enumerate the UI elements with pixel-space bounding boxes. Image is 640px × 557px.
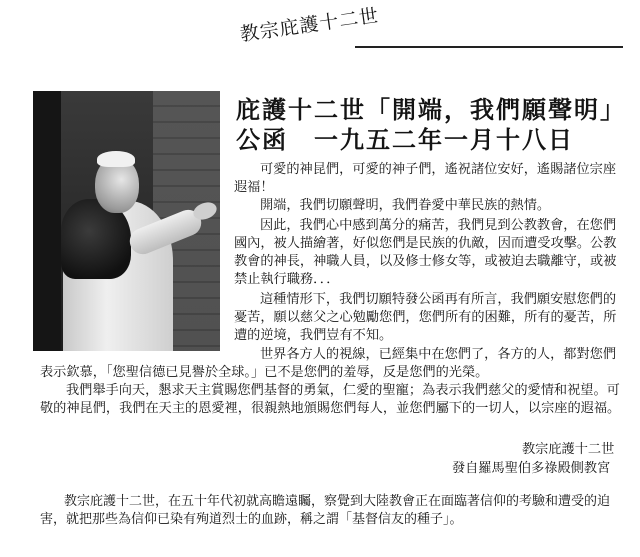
letter-paragraph: 世界各方人的視線，已經集中在您們了，各方的人，都對您們表示欽慕，「您聖信德已見譽於全球。」已不是您們的羞辱，反是您們的光榮。 — [40, 347, 617, 380]
header-rule — [355, 46, 623, 48]
signature-place: 發自羅馬聖伯多祿殿側教宮 — [452, 461, 611, 476]
letter-paragraph: 開端，我們切願聲明，我們眷愛中華民族的熱情。 — [260, 198, 551, 213]
signature-name: 教宗庇護十二世 — [522, 442, 615, 457]
letter-paragraph: 這種情形下，我們切願特發公函再有所言，我們願安慰您們的憂苦，願以慈父之心勉勵您們，您們所有的困難，所有的憂苦，所遭的逆境，我們豈有不知。 — [234, 292, 617, 343]
photo-wall — [33, 91, 61, 351]
letter-paragraph: 因此，我們心中感到萬分的痛苦，我們見到公教教會，在您們國內，被人描繪著，好似您們是民族的仇敵，因而遭受攻擊。公教教會的神長，神職人員，以及修士修女等，或被迫去職離守，或被禁止執行職務．．． — [234, 218, 617, 287]
header-title: 教宗庇護十二世 — [238, 4, 381, 46]
letter-paragraph: 可愛的神昆們，可愛的神子們，遙祝諸位安好，遙賜諸位宗座遐福！ — [234, 162, 617, 195]
letter-paragraph: 我們舉手向天，懇求天主賞賜您們基督的勇氣，仁愛的聖寵；為表示我們慈父的愛情和祝望。可敬的神昆們，我們在天主的恩愛裡，很親熱地頒賜您們每人，並您們屬下的一切人，以宗座的遐福。 — [40, 383, 621, 416]
caption-text: 教宗庇護十二世，在五十年代初就高瞻遠矚，察覺到大陸教會正在面臨著信仰的考驗和遭受的迫害，就把那些為信仰已染有殉道烈士的血跡，稱之謂「基督信友的種子」。 — [40, 494, 611, 527]
letter-heading-title: 庇護十二世「開端，我們願聲明」 — [236, 95, 626, 124]
photo-figure-cap — [97, 151, 135, 167]
pope-portrait-photo — [33, 91, 220, 351]
letter-heading-date: 公函 一九五二年一月十八日 — [236, 125, 574, 154]
